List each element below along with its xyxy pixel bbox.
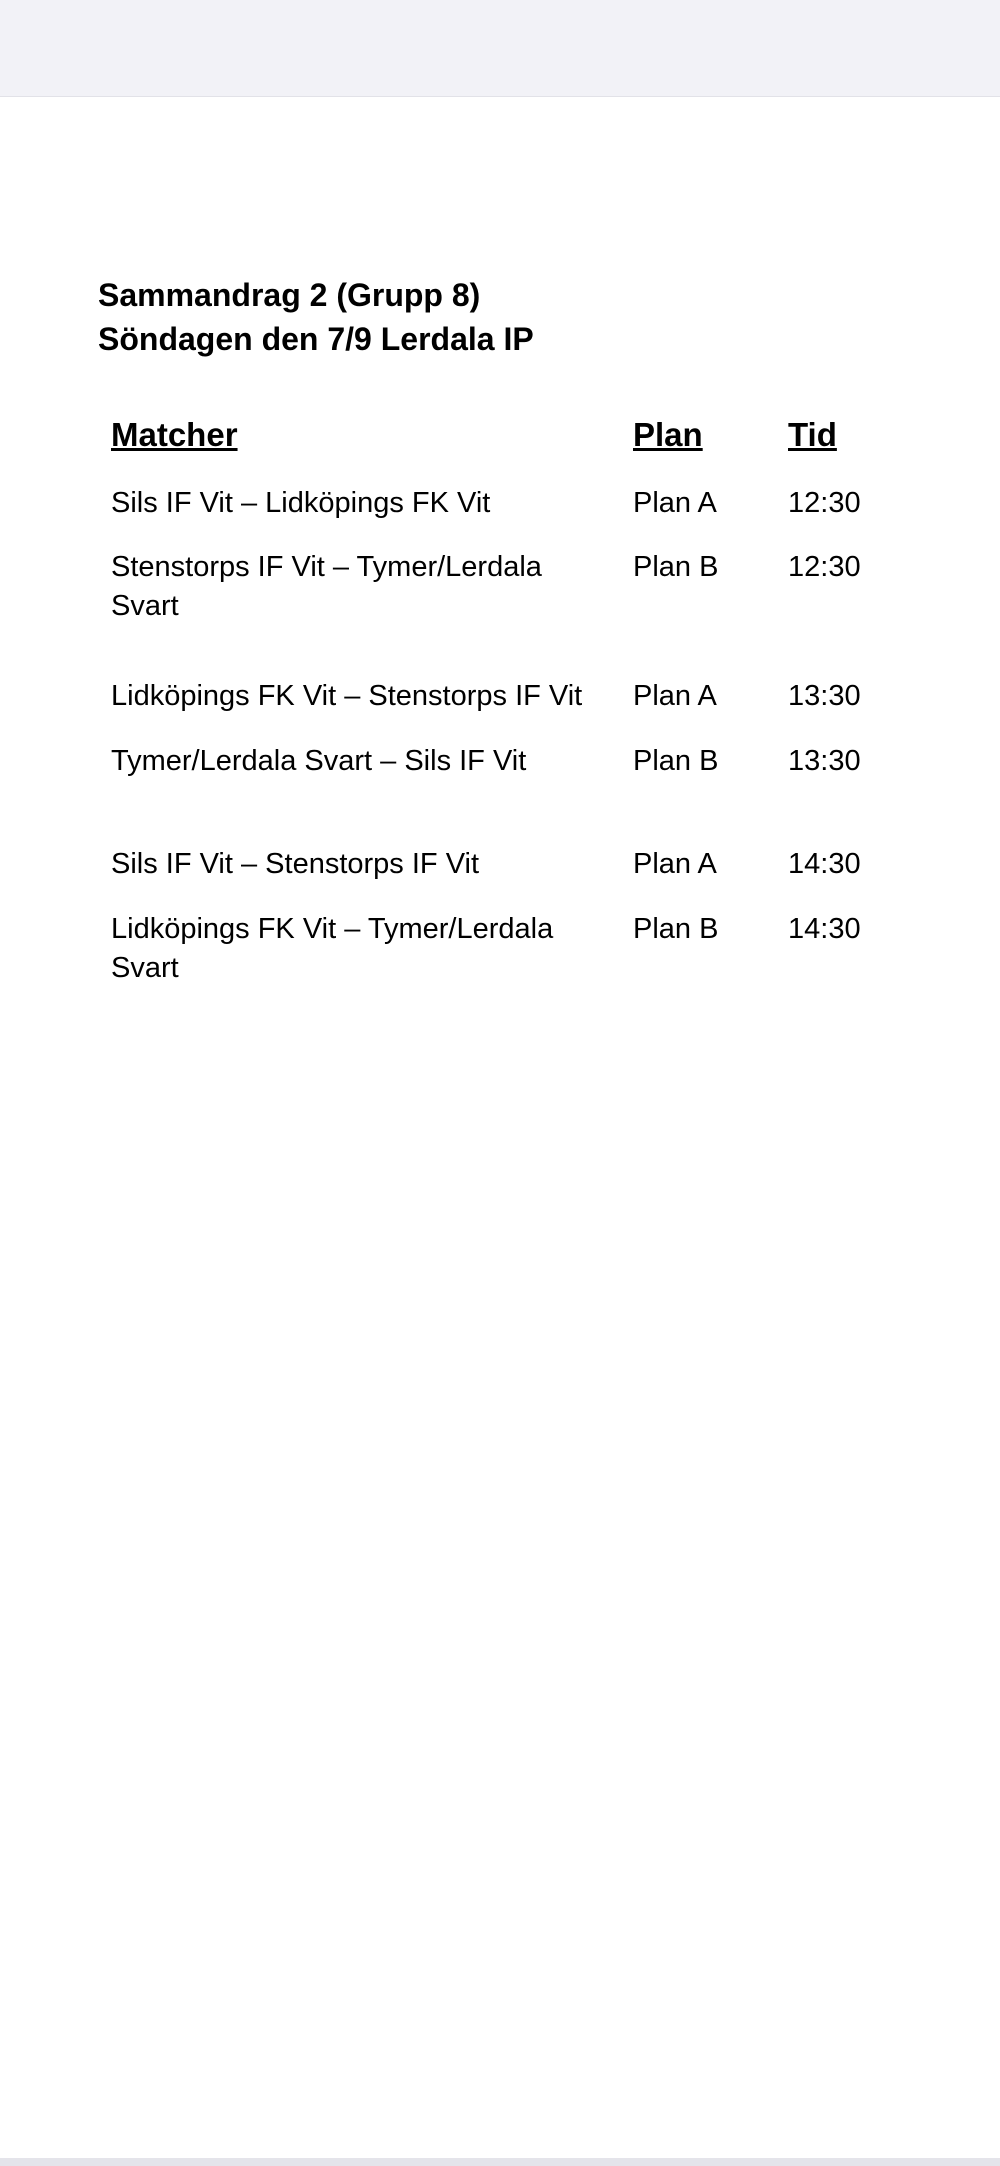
time-cell: 14:30 <box>788 848 861 880</box>
plan-cell: Plan B <box>633 913 719 945</box>
document-page <box>0 97 1000 2147</box>
time-cell: 13:30 <box>788 680 861 712</box>
header-matches: Matcher <box>111 416 238 453</box>
header-plan: Plan <box>633 416 703 453</box>
document-subtitle: Söndagen den 7/9 Lerdala IP <box>98 321 534 357</box>
plan-cell: Plan A <box>633 680 717 712</box>
header-time: Tid <box>788 416 837 453</box>
match-cell: Stenstorps IF Vit – Tymer/Lerdala Svart <box>111 551 542 622</box>
match-cell: Lidköpings FK Vit – Tymer/Lerdala Svart <box>111 913 554 984</box>
plan-cell: Plan A <box>633 487 717 519</box>
match-cell: Sils IF Vit – Stenstorps IF Vit <box>111 848 480 880</box>
match-cell: Sils IF Vit – Lidköpings FK Vit <box>111 487 491 519</box>
bottom-bar <box>0 2158 1000 2166</box>
time-cell: 12:30 <box>788 487 861 519</box>
top-toolbar <box>0 0 1000 97</box>
match-cell: Tymer/Lerdala Svart – Sils IF Vit <box>111 745 527 777</box>
time-cell: 14:30 <box>788 913 861 945</box>
match-cell: Lidköpings FK Vit – Stenstorps IF Vit <box>111 680 583 712</box>
time-cell: 13:30 <box>788 745 861 777</box>
time-cell: 12:30 <box>788 551 861 583</box>
document-title: Sammandrag 2 (Grupp 8) <box>98 277 481 313</box>
plan-cell: Plan B <box>633 551 719 583</box>
plan-cell: Plan A <box>633 848 717 880</box>
plan-cell: Plan B <box>633 745 719 777</box>
